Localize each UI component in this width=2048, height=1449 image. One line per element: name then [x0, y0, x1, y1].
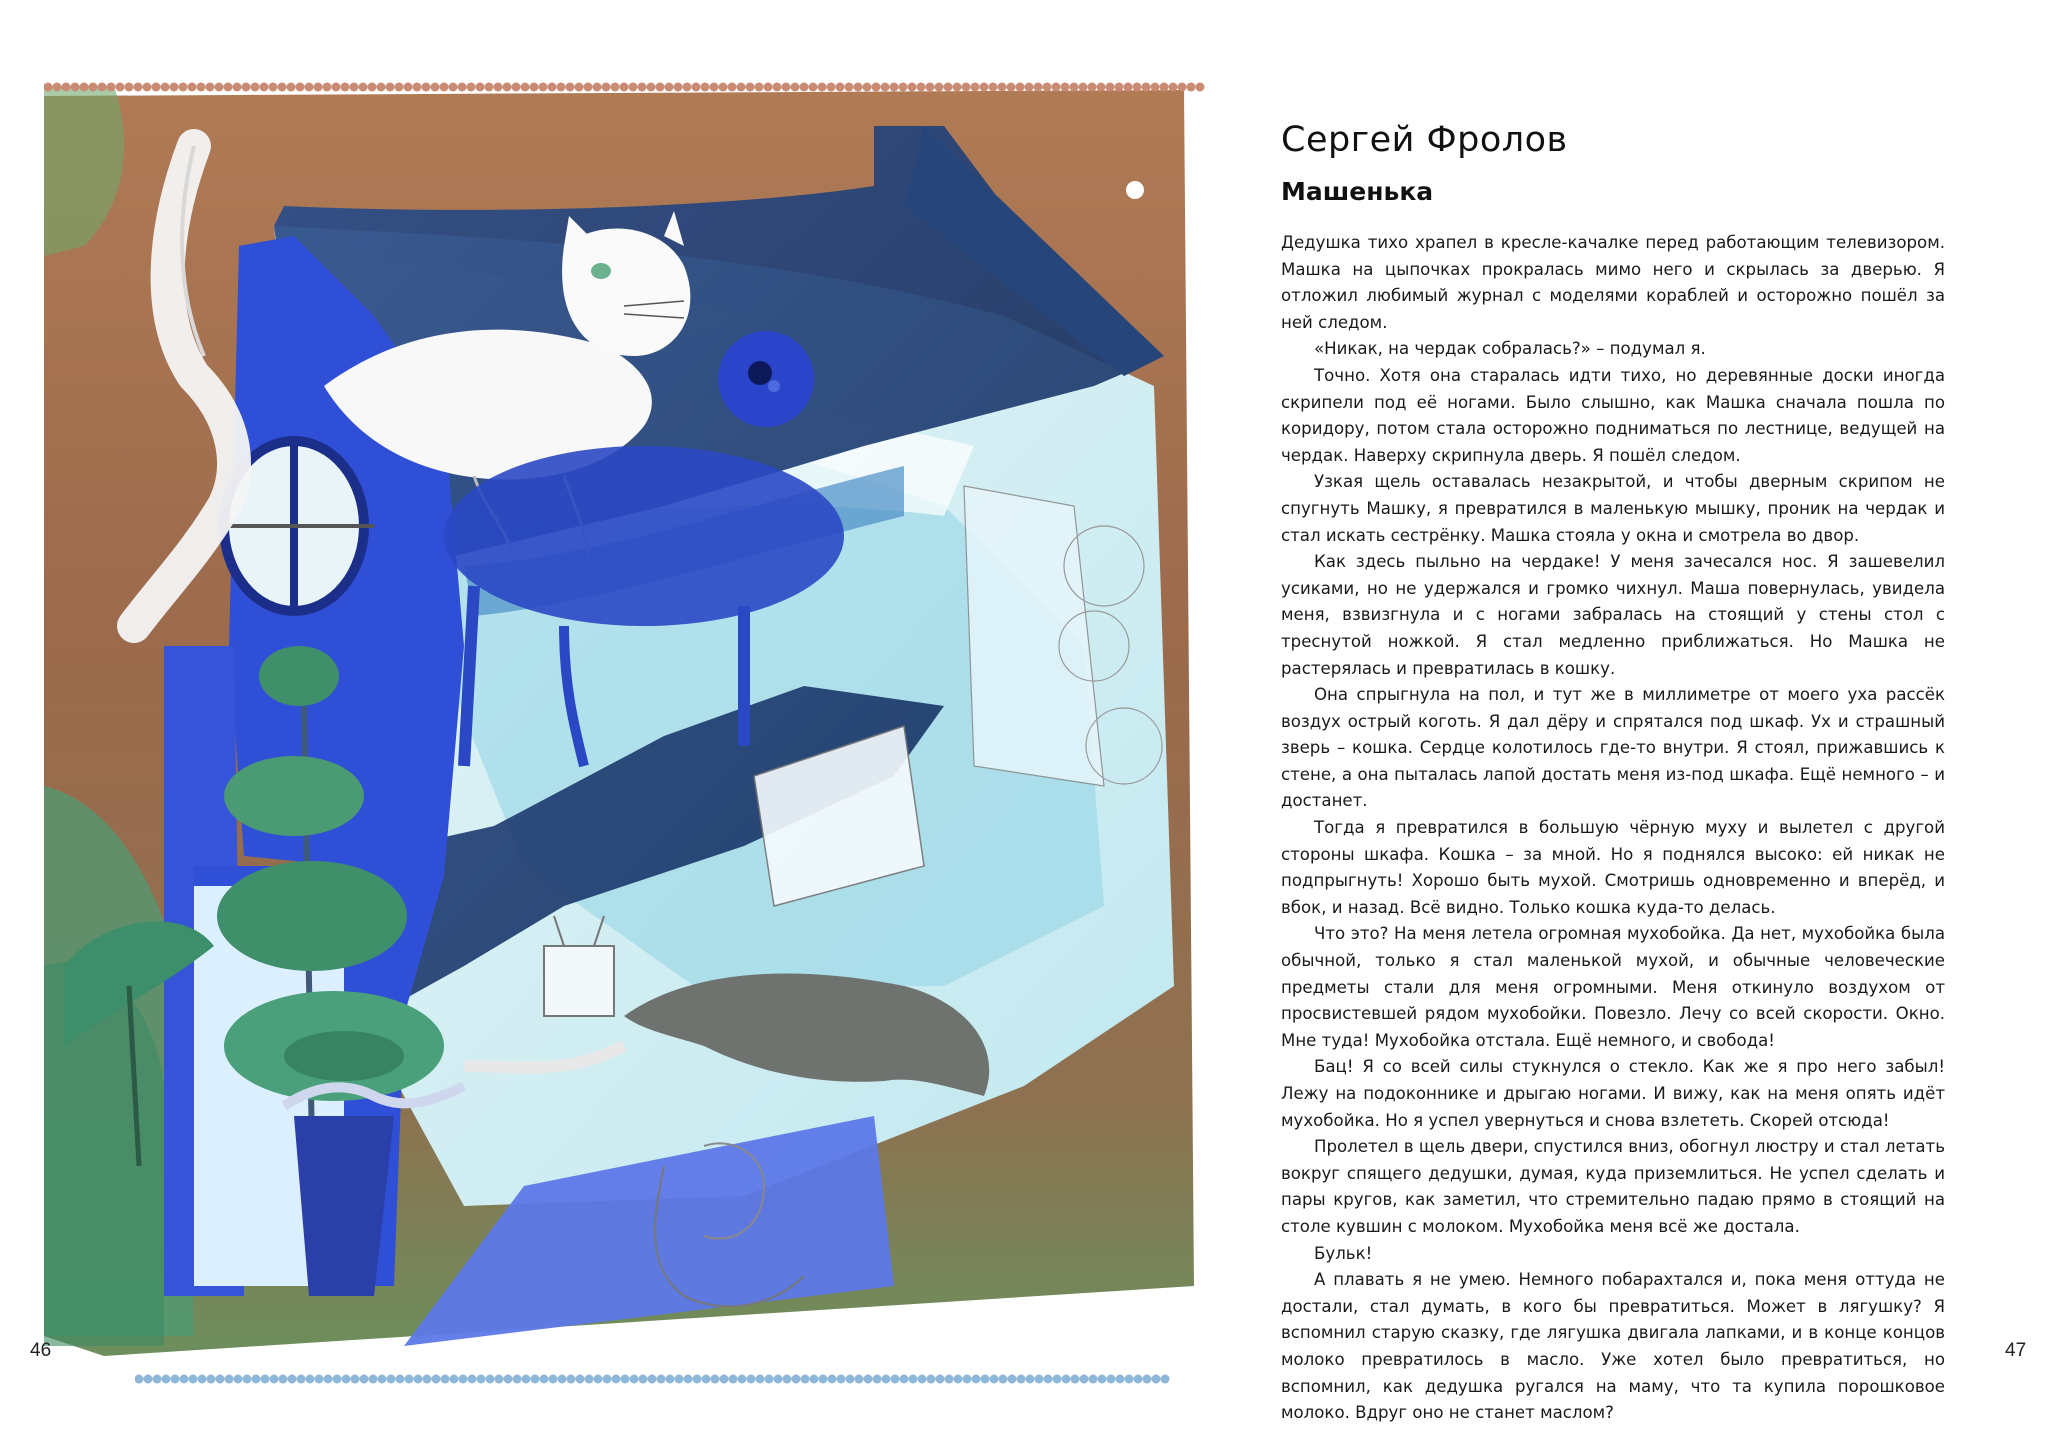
- deckle-scallop: [773, 83, 782, 92]
- deckle-scallop: [602, 83, 611, 92]
- deckle-scallop: [864, 1375, 873, 1384]
- deckle-scallop: [378, 1375, 387, 1384]
- deckle-scallop: [486, 1375, 495, 1384]
- deckle-scallop: [908, 83, 917, 92]
- deckle-scallop: [44, 83, 53, 92]
- story-text-column: [1281, 118, 1945, 1427]
- deckle-scallop: [684, 1375, 693, 1384]
- deckle-scallop: [837, 1375, 846, 1384]
- deckle-scallop: [665, 83, 674, 92]
- deckle-scallop: [620, 83, 629, 92]
- deckle-scallop: [783, 1375, 792, 1384]
- deckle-scallop: [324, 1375, 333, 1384]
- deckle-scallop: [539, 83, 548, 92]
- deckle-scallop: [692, 83, 701, 92]
- deckle-scallop: [504, 1375, 513, 1384]
- deckle-scallop: [791, 83, 800, 92]
- deckle-scallop: [134, 83, 143, 92]
- deckle-scallop: [287, 83, 296, 92]
- deckle-scallop: [917, 83, 926, 92]
- deckle-scallop: [233, 83, 242, 92]
- deckle-scallop: [719, 83, 728, 92]
- deckle-scallop: [252, 1375, 261, 1384]
- deckle-scallop: [188, 83, 197, 92]
- deckle-scallop: [854, 83, 863, 92]
- deckle-scallop: [566, 83, 575, 92]
- deckle-scallop: [198, 1375, 207, 1384]
- deckle-scallop: [288, 1375, 297, 1384]
- deckle-scallop: [944, 83, 953, 92]
- deckle-scallop: [350, 83, 359, 92]
- author-name: Сергей Фролов: [1281, 120, 1568, 160]
- deckle-scallop: [530, 83, 539, 92]
- deckle-scallop: [999, 1375, 1008, 1384]
- deckle-scallop: [180, 1375, 189, 1384]
- deckle-scallop: [323, 83, 332, 92]
- deckle-scallop: [395, 83, 404, 92]
- deckle-scallop: [612, 1375, 621, 1384]
- deckle-scallop: [774, 1375, 783, 1384]
- paragraph: Узкая щель оставалась незакрытой, и чтобы дверным скрипом не спугнуть Машку, я превратился в маленькую мышку, проник на чердак и стал искать сестрёнку. Машка стояла у окна и смотрела во двор.: [1281, 472, 1945, 545]
- paragraph: А плавать я не умею. Немного побарахтался и, пока меня оттуда не достали, стал думать, в кого бы превратиться. Может в лягушку? Я вспомнил старую сказку, где лягушка двигала лапками, и в конце концов молоко превратилось в масло. Уже хотел было превратиться, но вспомнил, как дедушка ругался на маму, что та купила порошковое молоко. Вдруг оно не станет маслом?: [1281, 1270, 1945, 1423]
- deckle-scallop: [224, 83, 233, 92]
- deckle-scallop: [89, 83, 98, 92]
- paragraph: Тогда я превратился в большую чёрную муху и вылетел с другой стороны шкафа. Кошка – за мной. Но я поднялся высоко: ей никак не подпрыгнуть! Хорошо быть мухой. Смотришь одновременно и вперёд, и вбок, и назад. Всё видно. Только кошка куда-то делась.: [1281, 818, 1945, 917]
- deckle-scallop: [152, 83, 161, 92]
- deckle-scallop: [135, 1375, 144, 1384]
- deckle-scallop: [62, 83, 71, 92]
- deckle-scallop: [801, 1375, 810, 1384]
- deckle-scallop: [315, 1375, 324, 1384]
- deckle-scallop: [764, 83, 773, 92]
- deckle-scallop: [953, 83, 962, 92]
- deckle-scallop: [945, 1375, 954, 1384]
- deckle-scallop: [242, 83, 251, 92]
- deckle-scallop: [747, 1375, 756, 1384]
- deckle-scallop: [279, 1375, 288, 1384]
- deckle-scallop: [711, 1375, 720, 1384]
- deckle-scallop: [629, 83, 638, 92]
- deckle-scallop: [162, 1375, 171, 1384]
- deckle-scallop: [647, 83, 656, 92]
- deckle-scallop: [593, 83, 602, 92]
- deckle-scallop: [954, 1375, 963, 1384]
- deckle-scallop: [278, 83, 287, 92]
- deckle-scallop: [494, 83, 503, 92]
- deckle-scallop: [396, 1375, 405, 1384]
- deckle-scallop: [845, 83, 854, 92]
- deckle-scallop: [639, 1375, 648, 1384]
- deckle-scallop: [810, 1375, 819, 1384]
- deckle-scallop: [549, 1375, 558, 1384]
- deckle-scallop: [926, 83, 935, 92]
- deckle-scallop: [107, 83, 116, 92]
- deckle-scallop: [341, 83, 350, 92]
- page-number-left: 46: [30, 1340, 52, 1361]
- deckle-scallop: [171, 1375, 180, 1384]
- deckle-scallop: [80, 83, 89, 92]
- deckle-edge-bottom: [135, 1372, 1170, 1386]
- deckle-scallop: [872, 83, 881, 92]
- deckle-scallop: [251, 83, 260, 92]
- deckle-scallop: [611, 83, 620, 92]
- deckle-scallop: [206, 83, 215, 92]
- deckle-scallop: [261, 1375, 270, 1384]
- deckle-scallop: [459, 1375, 468, 1384]
- paragraph: Что это? На меня летела огромная мухобойка. Да нет, мухобойка была обычной, только я стал маленькой мухой, и обычные человеческие предметы стали для меня огромными. Меня откинуло воздухом от просвистевшей рядом мухобойки. Повезло. Лечу со всей скорости. Окно. Мне туда! Мухобойка отстала. Ещё немного, и свобода!: [1281, 924, 1945, 1050]
- deckle-scallop: [440, 83, 449, 92]
- deckle-scallop: [900, 1375, 909, 1384]
- deckle-scallop: [540, 1375, 549, 1384]
- deckle-scallop: [585, 1375, 594, 1384]
- deckle-scallop: [1008, 1375, 1017, 1384]
- paragraph: Она спрыгнула на пол, и тут же в миллиметре от моего уха рассёк воздух острый коготь. Я дал дёру и спрятался под шкаф. Ух и страшный зверь – кошка. Сердце колотилось где-то внутри. Я стоял, прижавшись к стене, а она пыталась лапой достать меня из-под шкафа. Ещё немного – и достанет.: [1281, 685, 1945, 811]
- deckle-scallop: [828, 1375, 837, 1384]
- deckle-scallop: [891, 1375, 900, 1384]
- deckle-scallop: [846, 1375, 855, 1384]
- story-body: [1281, 230, 1945, 1427]
- deckle-scallop: [1007, 83, 1016, 92]
- deckle-scallop: [432, 1375, 441, 1384]
- deckle-scallop: [179, 83, 188, 92]
- deckle-scallop: [863, 83, 872, 92]
- deckle-scallop: [144, 1375, 153, 1384]
- deckle-scallop: [125, 83, 134, 92]
- page-number-right: 47: [2005, 1340, 2027, 1361]
- deckle-scallop: [836, 83, 845, 92]
- deckle-scallop: [666, 1375, 675, 1384]
- deckle-scallop: [702, 1375, 711, 1384]
- deckle-scallop: [701, 83, 710, 92]
- deckle-scallop: [413, 83, 422, 92]
- deckle-scallop: [899, 83, 908, 92]
- deckle-scallop: [881, 83, 890, 92]
- deckle-scallop: [71, 83, 80, 92]
- deckle-scallop: [476, 83, 485, 92]
- deckle-scallop: [873, 1375, 882, 1384]
- deckle-scallop: [890, 83, 899, 92]
- deckle-scallop: [116, 83, 125, 92]
- deckle-scallop: [648, 1375, 657, 1384]
- deckle-scallop: [360, 1375, 369, 1384]
- deckle-scallop: [387, 1375, 396, 1384]
- deckle-scallop: [981, 1375, 990, 1384]
- deckle-scallop: [962, 83, 971, 92]
- deckle-scallop: [972, 1375, 981, 1384]
- deckle-scallop: [738, 1375, 747, 1384]
- deckle-scallop: [306, 1375, 315, 1384]
- deckle-scallop: [143, 83, 152, 92]
- deckle-scallop: [657, 1375, 666, 1384]
- deckle-scallop: [467, 83, 476, 92]
- deckle-scallop: [431, 83, 440, 92]
- deckle-scallop: [170, 83, 179, 92]
- deckle-scallop: [468, 1375, 477, 1384]
- paragraph: Дедушка тихо храпел в кресле-качалке перед работающим телевизором. Машка на цыпочках прокралась мимо него и скрылась за дверью. Я отложил любимый журнал с моделями кораблей и осторожно пошёл за ней следом.: [1281, 233, 1945, 332]
- deckle-scallop: [765, 1375, 774, 1384]
- paragraph: Точно. Хотя она старалась идти тихо, но деревянные доски иногда скрипели под её ногами. Было слышно, как Машка сначала пошла по коридору, потом стала осторожно подниматься по лестнице, ведущей на чердак. Наверху скрипнула дверь. Я пошёл следом.: [1281, 365, 1945, 465]
- deckle-scallop: [584, 83, 593, 92]
- deckle-scallop: [423, 1375, 432, 1384]
- deckle-scallop: [414, 1375, 423, 1384]
- deckle-scallop: [576, 1375, 585, 1384]
- deckle-scallop: [756, 1375, 765, 1384]
- deckle-scallop: [53, 83, 62, 92]
- deckle-scallop: [800, 83, 809, 92]
- deckle-scallop: [215, 83, 224, 92]
- deckle-scallop: [683, 83, 692, 92]
- deckle-scallop: [305, 83, 314, 92]
- deckle-scallop: [314, 83, 323, 92]
- deckle-scallop: [557, 83, 566, 92]
- deckle-scallop: [548, 83, 557, 92]
- deckle-scallop: [675, 1375, 684, 1384]
- deckle-scallop: [522, 1375, 531, 1384]
- deckle-scallop: [450, 1375, 459, 1384]
- deckle-scallop: [495, 1375, 504, 1384]
- deckle-scallop: [935, 83, 944, 92]
- deckle-scallop: [693, 1375, 702, 1384]
- deckle-scallop: [342, 1375, 351, 1384]
- deckle-scallop: [368, 83, 377, 92]
- deckle-scallop: [989, 83, 998, 92]
- deckle-scallop: [234, 1375, 243, 1384]
- deckle-scallop: [630, 1375, 639, 1384]
- deckle-scallop: [971, 83, 980, 92]
- deckle-scallop: [855, 1375, 864, 1384]
- paragraph: Пролетел в щель двери, спустился вниз, обогнул люстру и стал летать вокруг спящего дедушки, думая, куда приземлиться. Не успел сделать и пары кругов, как заметил, что стремительно падаю прямо в стоящий на столе кувшин с молоком. Мухобойка меня всё же достала.: [1281, 1137, 1945, 1236]
- deckle-scallop: [927, 1375, 936, 1384]
- deckle-scallop: [638, 83, 647, 92]
- deckle-scallop: [351, 1375, 360, 1384]
- paragraph: «Никак, на чердак собралась?» – подумал я.: [1314, 339, 1706, 359]
- deckle-scallop: [386, 83, 395, 92]
- deckle-scallop: [720, 1375, 729, 1384]
- deckle-scallop: [270, 1375, 279, 1384]
- deckle-scallop: [990, 1375, 999, 1384]
- deckle-scallop: [441, 1375, 450, 1384]
- deckle-scallop: [746, 83, 755, 92]
- deckle-scallop: [656, 83, 665, 92]
- deckle-scallop: [485, 83, 494, 92]
- deckle-scallop: [918, 1375, 927, 1384]
- deckle-scallop: [333, 1375, 342, 1384]
- deckle-scallop: [621, 1375, 630, 1384]
- deckle-scallop: [558, 1375, 567, 1384]
- deckle-scallop: [809, 83, 818, 92]
- deckle-scallop: [909, 1375, 918, 1384]
- deckle-scallop: [216, 1375, 225, 1384]
- deckle-scallop: [153, 1375, 162, 1384]
- deckle-scallop: [332, 83, 341, 92]
- deckle-scallop: [521, 83, 530, 92]
- deckle-scallop: [603, 1375, 612, 1384]
- deckle-scallop: [513, 1375, 522, 1384]
- paragraph: Бац! Я со всей силы стукнулся о стекло. Как же я про него забыл! Лежу на подоконнике и дрыгаю ногами. И вижу, как на меня опять идёт мухобойка. Но я успел увернуться и снова взлететь. Скорей отсюда!: [1281, 1057, 1945, 1130]
- deckle-scallop: [359, 83, 368, 92]
- deckle-scallop: [531, 1375, 540, 1384]
- deckle-scallop: [963, 1375, 972, 1384]
- deckle-scallop: [98, 83, 107, 92]
- deckle-scallop: [998, 83, 1007, 92]
- deckle-scallop: [296, 83, 305, 92]
- deckle-scallop: [377, 83, 386, 92]
- deckle-scallop: [503, 83, 512, 92]
- deckle-scallop: [882, 1375, 891, 1384]
- deckle-scallop: [827, 83, 836, 92]
- deckle-scallop: [782, 83, 791, 92]
- deckle-scallop: [980, 83, 989, 92]
- deckle-scallop: [161, 83, 170, 92]
- deckle-scallop: [728, 83, 737, 92]
- deckle-scallop: [260, 83, 269, 92]
- deckle-scallop: [710, 83, 719, 92]
- deckle-scallop: [297, 1375, 306, 1384]
- deckle-scallop: [197, 83, 206, 92]
- deckle-scallop: [792, 1375, 801, 1384]
- deckle-scallop: [575, 83, 584, 92]
- deckle-scallop: [477, 1375, 486, 1384]
- deckle-scallop: [243, 1375, 252, 1384]
- deckle-scallop: [729, 1375, 738, 1384]
- deckle-scallop: [818, 83, 827, 92]
- deckle-scallop: [405, 1375, 414, 1384]
- deckle-scallop: [737, 83, 746, 92]
- deckle-scallop: [422, 83, 431, 92]
- story-title: Машенька: [1281, 177, 1434, 206]
- deckle-scallop: [189, 1375, 198, 1384]
- deckle-scallop: [674, 83, 683, 92]
- deckle-scallop: [567, 1375, 576, 1384]
- deckle-scallop: [819, 1375, 828, 1384]
- deckle-scallop: [449, 83, 458, 92]
- deckle-scallop: [594, 1375, 603, 1384]
- deckle-scallop: [225, 1375, 234, 1384]
- paragraph: Как здесь пыльно на чердаке! У меня зачесался нос. Я зашевелил усиками, но не удержался и громко чихнул. Маша повернулась, увидела меня, взвизгнула и с ногами забралась на стоящий у стены стол с треснутой ножкой. Я стал медленно приближаться. Но Машка не растерялась и превратилась в кошку.: [1281, 552, 1945, 678]
- deckle-scallop: [512, 83, 521, 92]
- deckle-scallop: [269, 83, 278, 92]
- deckle-scallop: [207, 1375, 216, 1384]
- paragraph: Бульк!: [1314, 1243, 1373, 1263]
- deckle-scallop: [404, 83, 413, 92]
- deckle-scallop: [458, 83, 467, 92]
- deckle-scallop: [936, 1375, 945, 1384]
- deckle-scallop: [369, 1375, 378, 1384]
- deckle-scallop: [755, 83, 764, 92]
